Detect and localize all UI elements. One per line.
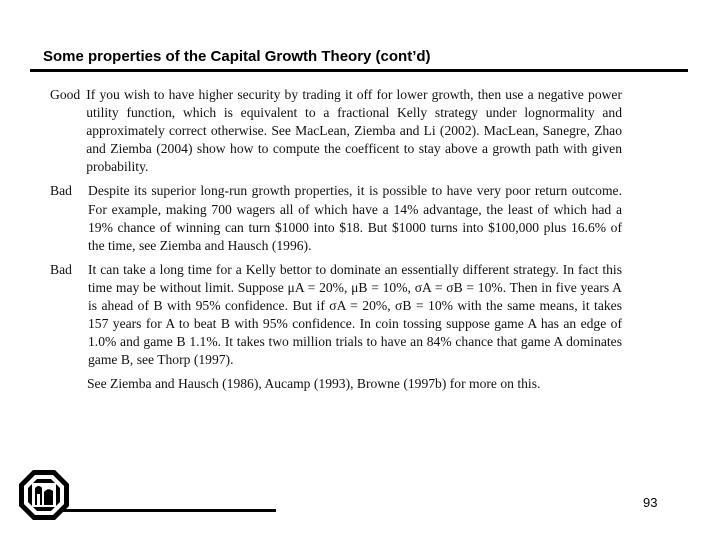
entry-text-bad-1: Despite its superior long-run growth properties, it is possible to have very poor return outcome. For example, making 700 wagers all of which have a 14% advantage, the least of which had a 19% chance of winning can turn $1000 into $18. But $1000 turns into $100,000 plus 16.6% of the time, see Ziemba and Hausch (1996).	[88, 183, 622, 253]
entry-bad-1	[50, 182, 622, 254]
page-number: 93	[643, 495, 658, 510]
entry-good	[50, 86, 622, 176]
entry-text-bad-2: It can take a long time for a Kelly bettor to dominate an essentially different strategy. In fact this time may be without limit. Suppose μA = 20%, μB = 10%, σA = σB = 10%. Then in five years A is ahead of B with 95% confidence. But if σA = 20%, σB = 10% with the same means, it takes 157 years for A to beat B with 95% confidence. In coin tossing suppose game A has an edge of 1.0% and game B 1.1%. It takes two million trials to have an 84% chance that game A dominates game B, see Thorp (1997).	[88, 261, 622, 368]
see-also-note: See Ziemba and Hausch (1986), Aucamp (1993), Browne (1997b) for more on this.	[87, 376, 541, 392]
entry-tag-good: Good	[50, 87, 81, 102]
entry-bad-2	[50, 261, 622, 370]
entry-tag-bad-2: Bad	[50, 261, 72, 277]
footer-divider	[63, 509, 276, 512]
entry-tag-bad-1: Bad	[50, 183, 72, 199]
octagon-seal-icon	[17, 468, 71, 522]
title-divider	[30, 69, 688, 72]
slide-body	[50, 86, 622, 394]
slide-title: Some properties of the Capital Growth Theory (cont’d)	[43, 48, 431, 65]
entry-text-good: If you wish to have higher security by trading it off for lower growth, then use a negative power utility function, which is equivalent to a fractional Kelly strategy under lognormality and approximately correct otherwise. See MacLean, Ziemba and Li (2002). MacLean, Sanegre, Zhao and Ziemba (2004) show how to compute the coefficent to stay above a growth path with given probability.	[86, 87, 622, 175]
